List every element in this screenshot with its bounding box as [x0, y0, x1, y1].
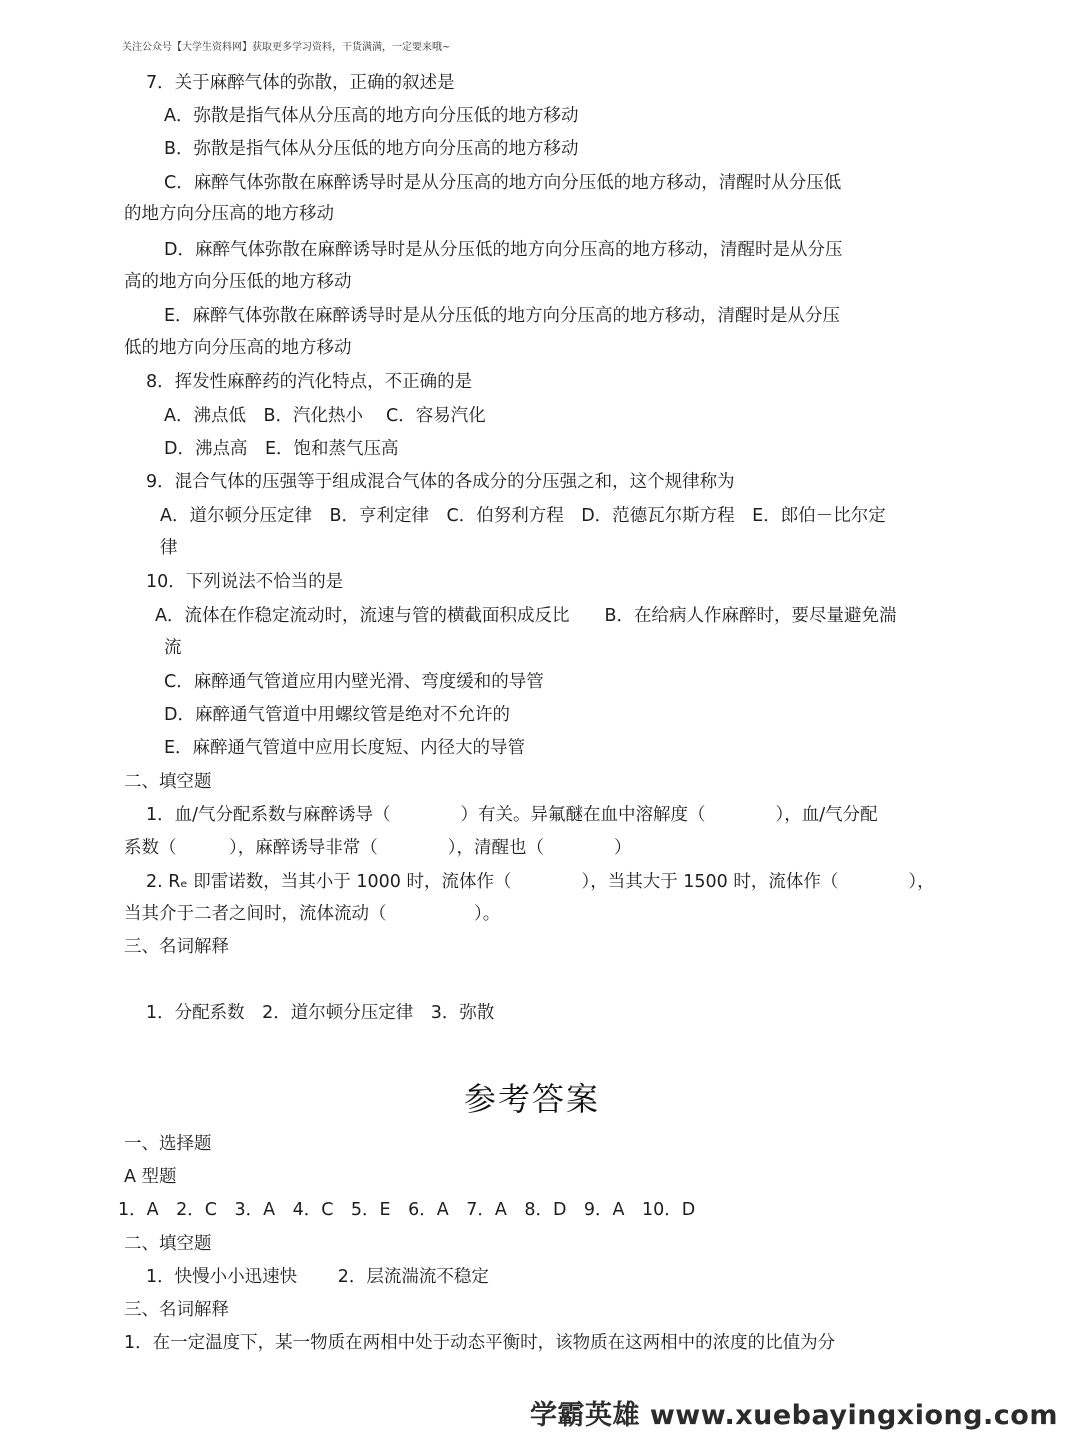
fill-blank-title: 二、填空题 — [124, 772, 212, 792]
q7-option-e-line2: 低的地方向分压高的地方移动 — [124, 338, 352, 358]
q10-stem: 10．下列说法不恰当的是 — [146, 572, 344, 592]
terms-title: 三、名词解释 — [124, 937, 229, 957]
q9-options-line1: A．道尔顿分压定律 B．亨利定律 C．伯努利方程 D．范德瓦尔斯方程 E．郎伯－比尔定 — [160, 506, 886, 526]
answers-type-a: A 型题 — [124, 1167, 177, 1187]
q9-stem: 9．混合气体的压强等于组成混合气体的各成分的分压强之和，这个规律称为 — [146, 472, 735, 492]
fill-q1-line1: 1．血/气分配系数与麻醉诱导（ ）有关。异氟醚在血中溶解度（ ），血/气分配 — [146, 805, 878, 825]
q9-options-line2: 律 — [160, 538, 178, 558]
header-banner: 关注公众号【大学生资料网】获取更多学习资料，干货满满，一定要来哦~ — [122, 42, 451, 53]
answers-fill-list: 1．快慢小小迅速快 2．层流湍流不稳定 — [146, 1267, 489, 1287]
q7-option-a: A．弥散是指气体从分压高的地方向分压低的地方移动 — [164, 106, 579, 126]
q7-option-e-line1: E．麻醉气体弥散在麻醉诱导时是从分压低的地方向分压高的地方移动，清醒时是从分压 — [164, 306, 841, 326]
q7-stem: 7．关于麻醉气体的弥散，正确的叙述是 — [146, 73, 455, 93]
q10-options-ab-line1: A．流体在作稳定流动时，流速与管的横截面积成反比 B．在给病人作麻醉时，要尽量避免湍 — [155, 606, 897, 626]
q7-option-d-line1: D．麻醉气体弥散在麻醉诱导时是从分压低的地方向分压高的地方移动，清醒时是从分压 — [164, 240, 843, 260]
fill-q2-line1: 2. Rₑ 即雷诺数，当其小于 1000 时，流体作（ ），当其大于 1500 时，流体作（ ）， — [146, 872, 935, 892]
q7-option-d-line2: 高的地方向分压低的地方移动 — [124, 272, 352, 292]
q8-stem: 8．挥发性麻醉药的汽化特点，不正确的是 — [146, 372, 473, 392]
q10-option-c: C．麻醉通气管道应用内壁光滑、弯度缓和的导管 — [164, 672, 544, 692]
q10-option-e: E．麻醉通气管道中应用长度短、内径大的导管 — [164, 738, 526, 758]
footer-watermark: 学霸英雄 www.xuebayingxiong.com — [529, 1400, 1058, 1431]
terms-items: 1．分配系数 2．道尔顿分压定律 3．弥散 — [146, 1003, 495, 1023]
fill-q2-line2: 当其介于二者之间时，流体流动（ ）。 — [124, 904, 501, 924]
q8-options-line2: D．沸点高 E．饱和蒸气压高 — [164, 439, 399, 459]
answers-heading: 参考答案 — [464, 1080, 601, 1118]
fill-q1-line2: 系数（ ），麻醉诱导非常（ ），清醒也（ ） — [124, 838, 632, 858]
q10-option-d: D．麻醉通气管道中用螺纹管是绝对不允许的 — [164, 705, 510, 725]
q7-option-c-line2: 的地方向分压高的地方移动 — [124, 204, 334, 224]
answers-term-1: 1．在一定温度下，某一物质在两相中处于动态平衡时，该物质在这两相中的浓度的比值为分 — [124, 1333, 836, 1353]
q7-option-c-line1: C．麻醉气体弥散在麻醉诱导时是从分压高的地方向分压低的地方移动，清醒时从分压低 — [164, 173, 842, 193]
q8-options-line1: A．沸点低 B．汽化热小 C．容易汽化 — [164, 406, 486, 426]
answers-section2-title: 二、填空题 — [124, 1234, 212, 1254]
answers-choice-list: 1．A 2．C 3．A 4．C 5．E 6．A 7．A 8．D 9．A 10．D — [118, 1200, 696, 1220]
answers-section3-title: 三、名词解释 — [124, 1300, 229, 1320]
q7-option-b: B．弥散是指气体从分压低的地方向分压高的地方移动 — [164, 139, 579, 159]
q10-options-ab-line2: 流 — [164, 638, 182, 658]
answers-section1-title: 一、选择题 — [124, 1134, 212, 1154]
